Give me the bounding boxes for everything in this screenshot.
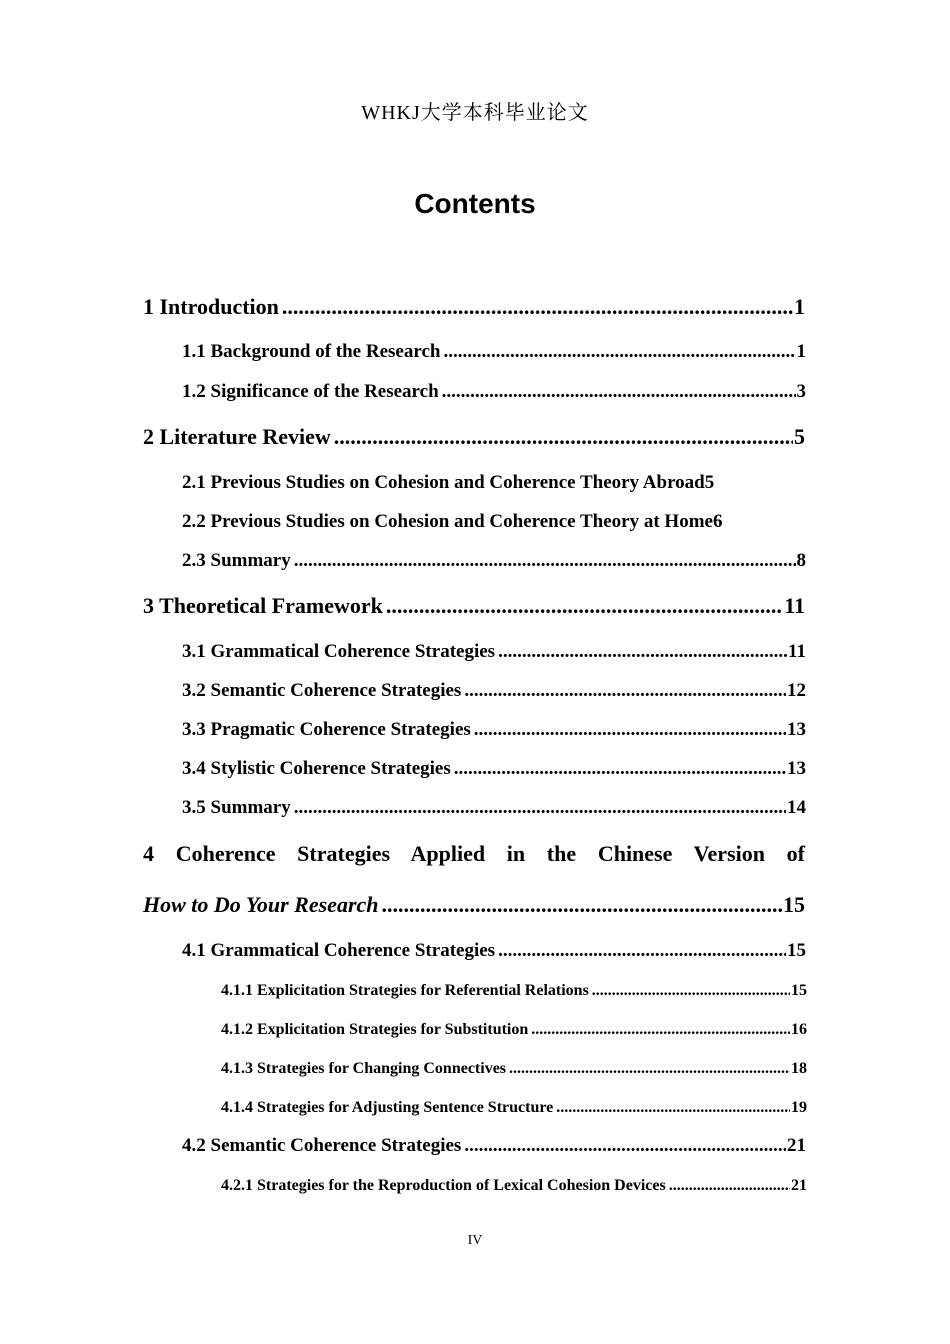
toc-label: 4.2.1 Strategies for the Reproduction of Lexical Cohesion Devices: [221, 1177, 666, 1194]
toc-page-number: 5: [794, 424, 805, 449]
toc-page-number: 11: [784, 593, 805, 618]
page-title: Contents: [414, 188, 536, 219]
leader-dots: [509, 1060, 790, 1078]
toc-label: 3.4 Stylistic Coherence Strategies: [182, 758, 451, 779]
toc-entry-chapter-4-line-1[interactable]: 4 Coherence Strategies Applied in the Chinese Version of: [143, 841, 805, 866]
toc-entry-section-3-5[interactable]: [182, 797, 806, 819]
toc-entry-section-1-1[interactable]: [182, 341, 806, 363]
leader-dots: [556, 1099, 790, 1117]
toc-page-number: 15: [791, 982, 807, 999]
toc-label: 3.5 Summary: [182, 797, 291, 818]
leader-dots: [464, 1135, 786, 1157]
toc-label: 4.1.1 Explicitation Strategies for Referential Relations: [221, 982, 589, 999]
leader-dots: [294, 797, 786, 819]
toc-page-number: 13: [787, 758, 806, 779]
toc-label: 3 Theoretical Framework: [143, 593, 383, 618]
leader-dots: [282, 294, 793, 320]
toc-label: 3.2 Semantic Coherence Strategies: [182, 680, 462, 701]
toc-page-number: 5: [704, 472, 715, 493]
toc-label: 2 Literature Review: [143, 424, 331, 449]
toc-page-number: 3: [796, 381, 806, 402]
toc-label: 3.1 Grammatical Coherence Strategies: [182, 641, 496, 662]
toc-page-number: 8: [796, 550, 806, 571]
toc-label: 1 Introduction: [143, 294, 279, 319]
leader-dots: [386, 593, 783, 619]
leader-dots: [454, 758, 786, 780]
toc-label: 2.2 Previous Studies on Cohesion and Coherence Theory at Home: [182, 511, 713, 532]
toc-entry-section-3-2[interactable]: [182, 680, 806, 702]
toc-entry-chapter-3[interactable]: [143, 593, 805, 619]
toc-entry-chapter-1[interactable]: [143, 294, 805, 320]
toc-label: 4.2 Semantic Coherence Strategies: [182, 1135, 462, 1156]
toc-label: 2.3 Summary: [182, 550, 291, 571]
toc-page-number: 15: [783, 892, 805, 917]
leader-dots: [382, 892, 782, 918]
toc-page-number: 18: [791, 1060, 807, 1077]
toc-page-number: 1: [796, 341, 806, 362]
page-header: WHKJ大学本科毕业论文: [361, 102, 589, 124]
leader-dots: [334, 424, 793, 450]
toc-entry-section-3-4[interactable]: [182, 758, 806, 780]
toc-entry-subsection-4-1-4[interactable]: [221, 1099, 807, 1117]
toc-entry-subsection-4-1-2[interactable]: [221, 1021, 807, 1039]
toc-entry-section-2-1[interactable]: [182, 472, 806, 494]
toc-label: 4.1.2 Explicitation Strategies for Substitution: [221, 1021, 529, 1038]
toc-page-number: 15: [787, 940, 806, 961]
leader-dots: [669, 1177, 790, 1195]
toc-entry-section-2-2[interactable]: [182, 511, 806, 533]
toc-entry-section-4-1[interactable]: [182, 940, 806, 962]
toc-page-number: 16: [791, 1021, 807, 1038]
toc-entry-subsection-4-1-1[interactable]: [221, 982, 807, 1000]
toc-entry-section-3-1[interactable]: [182, 641, 806, 663]
toc-entry-subsection-4-1-3[interactable]: [221, 1060, 807, 1078]
leader-dots: [464, 680, 786, 702]
toc-entry-section-1-2[interactable]: [182, 381, 806, 403]
toc-entry-subsection-4-2-1[interactable]: [221, 1177, 807, 1195]
toc-page-number: 1: [794, 294, 805, 319]
toc-entry-chapter-4[interactable]: [143, 892, 805, 918]
leader-dots: [443, 341, 795, 363]
toc-page-number: 14: [787, 797, 806, 818]
leader-dots: [592, 982, 790, 1000]
toc-entry-section-3-3[interactable]: [182, 719, 806, 741]
toc-page-number: 12: [787, 680, 806, 701]
leader-dots: [531, 1021, 790, 1039]
toc-entry-section-4-2[interactable]: [182, 1135, 806, 1157]
toc-entry-section-2-3[interactable]: [182, 550, 806, 572]
toc-page-number: 6: [712, 511, 723, 532]
toc-label: 3.3 Pragmatic Coherence Strategies: [182, 719, 471, 740]
leader-dots: [294, 550, 796, 572]
toc-label: 4.1.3 Strategies for Changing Connectives: [221, 1060, 507, 1077]
page-number-footer: IV: [467, 1233, 483, 1248]
toc-label: 1.1 Background of the Research: [182, 341, 441, 362]
toc-page-number: 21: [787, 1135, 806, 1156]
toc-page-number: 11: [788, 641, 806, 662]
toc-label: 1.2 Significance of the Research: [182, 381, 439, 402]
leader-dots: [474, 719, 786, 741]
toc-label: 4.1 Grammatical Coherence Strategies: [182, 940, 496, 961]
leader-dots: [498, 641, 787, 663]
toc-page-number: 19: [791, 1099, 807, 1116]
toc-label: 2.1 Previous Studies on Cohesion and Coherence Theory Abroad: [182, 472, 705, 493]
toc-label: How to Do Your Research: [143, 892, 379, 917]
toc-entry-chapter-2[interactable]: [143, 424, 805, 450]
leader-dots: [442, 381, 796, 403]
toc-page-number: 21: [791, 1177, 807, 1194]
leader-dots: [498, 940, 786, 962]
toc-label: 4.1.4 Strategies for Adjusting Sentence Structure: [221, 1099, 554, 1116]
toc-page-number: 13: [787, 719, 806, 740]
